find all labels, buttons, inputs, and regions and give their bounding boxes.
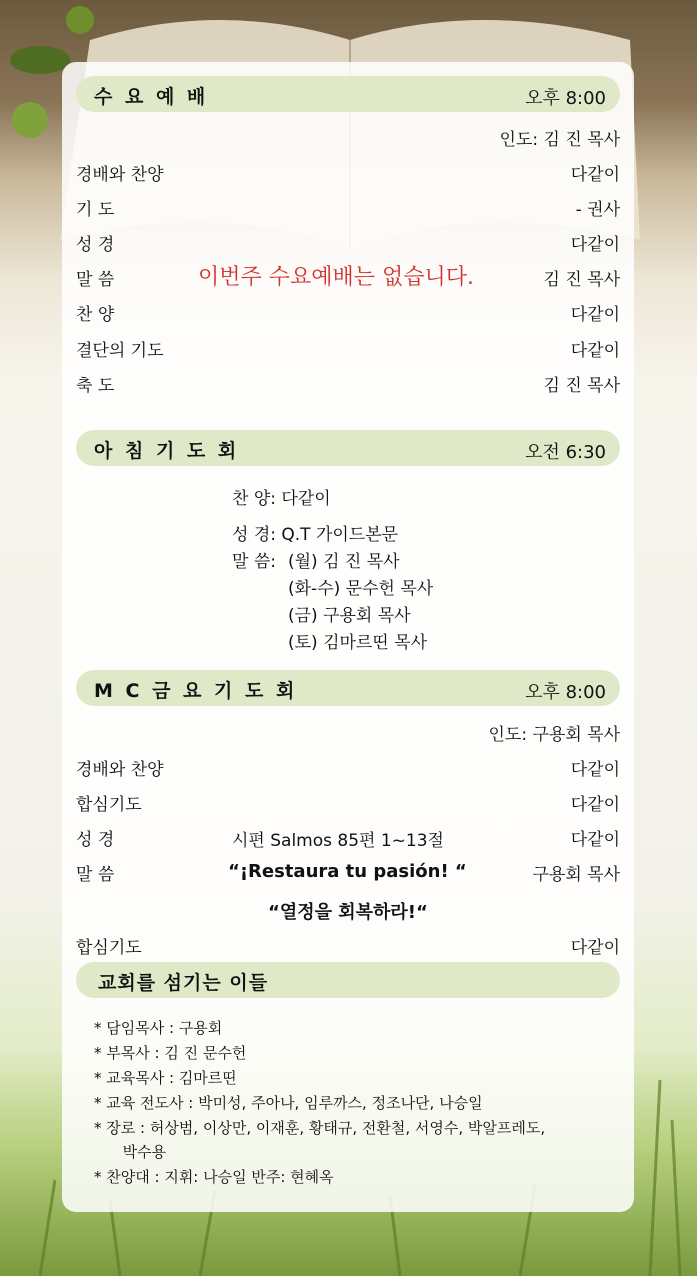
morning-prayer-title: 아 침 기 도 회: [94, 440, 240, 462]
friday-scripture-text: 시편 Salmos 85편 1~13절: [232, 831, 444, 851]
sermon-title-korean: “열정을 회복하라!“: [268, 902, 428, 923]
wed-row-label: 기 도: [76, 200, 115, 220]
morning-schedule-item: (월) 김 진 목사: [288, 552, 400, 572]
servant-line: * 부목사 : 김 진 문수헌: [94, 1044, 247, 1062]
friday-prayer-time: 오후 8:00: [525, 682, 606, 703]
morning-scripture: 성 경: Q.T 가이드본문: [232, 525, 399, 545]
wed-row-label: 말 씀: [76, 270, 115, 290]
fri-row-value: 다같이: [570, 830, 620, 850]
servant-line: * 교육 전도사 : 박미성, 주아나, 임루까스, 정조나단, 나승일: [94, 1094, 483, 1112]
fri-row-label: 말 씀: [76, 865, 115, 885]
servant-line: * 교육목사 : 김마르띤: [94, 1069, 237, 1087]
servant-line: * 장로 : 허상범, 이상만, 이재훈, 황태규, 전환철, 서영수, 박알프레도,: [94, 1119, 546, 1137]
morning-praise: 찬 양: 다같이: [232, 489, 331, 509]
morning-schedule-item: (토) 김마르띤 목사: [288, 633, 428, 653]
wed-row-value: 다같이: [570, 341, 620, 361]
servants-header: [76, 962, 620, 998]
friday-leader: 인도: 구용회 목사: [488, 725, 620, 745]
servant-line: 박수용: [94, 1143, 167, 1161]
morning-prayer-time: 오전 6:30: [525, 442, 606, 463]
wed-row-label: 축 도: [76, 376, 115, 396]
morning-schedule-item: (화-수) 문수헌 목사: [288, 579, 434, 599]
fri-row-label: 경배와 찬양: [76, 760, 164, 780]
morning-sermon-label: 말 씀:: [232, 552, 276, 572]
wed-row-label: 찬 양: [76, 305, 115, 325]
servants-title: 교회를 섬기는 이들: [98, 972, 269, 994]
fri-row-label: 합심기도: [76, 795, 142, 815]
wednesday-leader: 인도: 김 진 목사: [499, 130, 620, 150]
fri-row-value: 다같이: [570, 938, 620, 958]
wednesday-service-title: 수 요 예 배: [94, 86, 209, 108]
wed-row-value: 다같이: [570, 235, 620, 255]
fri-row-label: 합심기도: [76, 938, 142, 958]
fri-row-value: 다같이: [570, 795, 620, 815]
fri-row-value: 다같이: [570, 760, 620, 780]
wednesday-service-time: 오후 8:00: [525, 88, 606, 109]
morning-schedule-item: (금) 구용회 목사: [288, 606, 411, 626]
friday-prayer-header: [76, 670, 620, 706]
morning-prayer-header: [76, 430, 620, 466]
fri-row-value: 구용회 목사: [532, 865, 620, 885]
sermon-title-spanish: “¡Restaura tu pasión! “: [228, 861, 467, 882]
wed-row-value: 다같이: [570, 165, 620, 185]
wed-row-value: 다같이: [570, 305, 620, 325]
wed-row-value: - 권사: [575, 200, 620, 220]
friday-prayer-title: M C 금 요 기 도 회: [94, 680, 298, 702]
fri-row-label: 성 경: [76, 830, 115, 850]
wed-row-label: 성 경: [76, 235, 115, 255]
wed-row-label: 결단의 기도: [76, 341, 164, 361]
wed-row-label: 경배와 찬양: [76, 165, 164, 185]
servant-line: * 담임목사 : 구용회: [94, 1019, 223, 1037]
cancellation-notice: 이번주 수요예배는 없습니다.: [198, 265, 475, 290]
wed-row-value: 김 진 목사: [543, 376, 620, 396]
wed-row-value: 김 진 목사: [543, 270, 620, 290]
servant-line: * 찬양대 : 지휘: 나승일 반주: 현혜옥: [94, 1168, 334, 1186]
wednesday-service-header: [76, 76, 620, 112]
